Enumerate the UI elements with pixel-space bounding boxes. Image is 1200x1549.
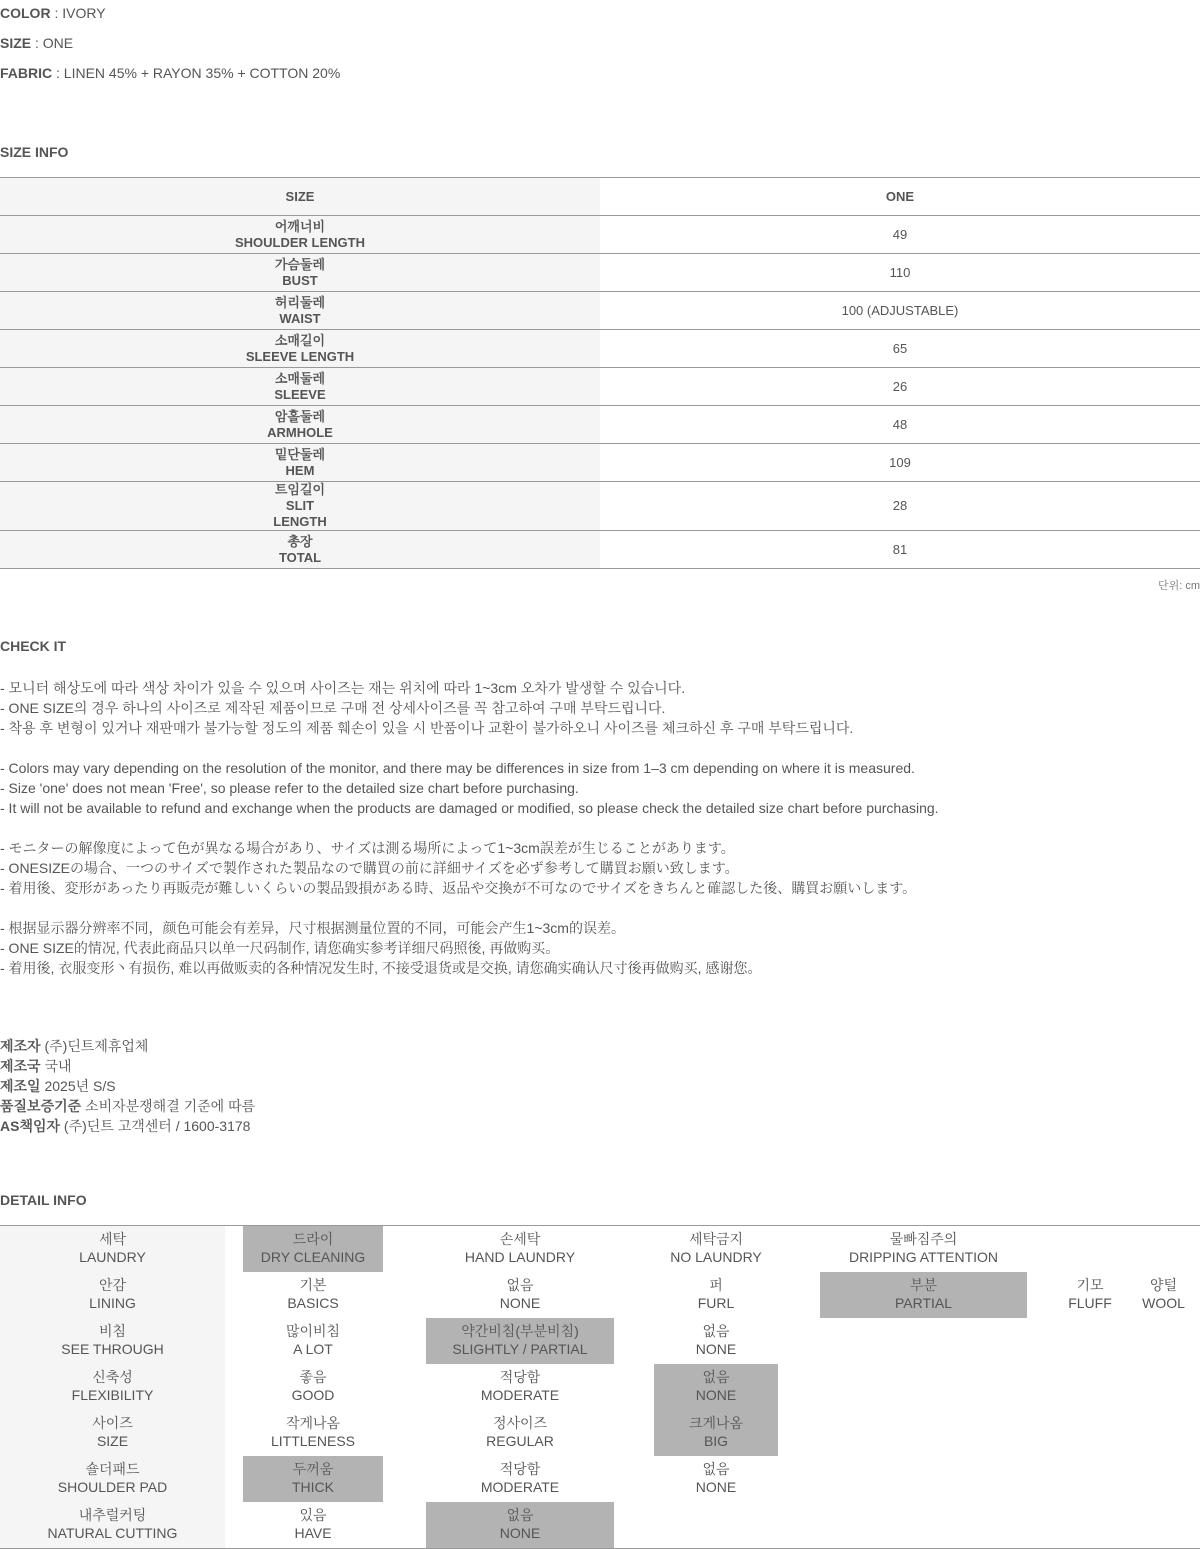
detail-option-ko: 부분 bbox=[909, 1277, 938, 1293]
check-note-line: - ONE SIZE의 경우 하나의 사이즈로 제작된 제품이므로 구매 전 상세사이즈를 꼭 참고하여 구매 부탁드립니다. bbox=[0, 700, 666, 716]
detail-row-label bbox=[0, 1410, 225, 1456]
detail-option bbox=[243, 1226, 383, 1272]
size-row-value: 100 (ADJUSTABLE) bbox=[600, 292, 1200, 330]
detail-option-en: BASICS bbox=[287, 1295, 339, 1311]
maker-value: 소비자분쟁해결 기준에 따름 bbox=[81, 1098, 256, 1114]
size-row-value: 49 bbox=[600, 216, 1200, 254]
detail-option-ko: 퍼 bbox=[709, 1277, 723, 1293]
check-it-heading: CHECK IT bbox=[0, 638, 67, 654]
detail-label-en: SHOULDER PAD bbox=[57, 1479, 168, 1495]
size-row-value: 65 bbox=[600, 330, 1200, 368]
detail-option-en: THICK bbox=[292, 1479, 334, 1495]
size-row bbox=[0, 406, 1200, 444]
size-header-value: ONE bbox=[600, 178, 1200, 216]
detail-option-en: DRY CLEANING bbox=[260, 1249, 366, 1265]
detail-option bbox=[426, 1364, 614, 1410]
maker-row bbox=[0, 1076, 255, 1096]
detail-row-label bbox=[0, 1502, 225, 1548]
size-label-en: SLEEVE bbox=[274, 386, 326, 402]
maker-value: 2025년 S/S bbox=[40, 1078, 116, 1094]
detail-option-en: DRIPPING ATTENTION bbox=[848, 1249, 999, 1265]
detail-option-ko: 없음 bbox=[702, 1323, 730, 1339]
detail-label-ko: 비침 bbox=[98, 1323, 127, 1339]
size-row-label bbox=[0, 531, 600, 569]
size-label-ko: 허리둘레 bbox=[274, 294, 326, 310]
spec-size-label: SIZE bbox=[0, 35, 32, 51]
spec-color bbox=[0, 3, 106, 23]
size-label-ko: 암홀둘레 bbox=[274, 408, 326, 424]
spacer bbox=[0, 738, 939, 758]
size-header-label: SIZE bbox=[0, 178, 600, 216]
detail-label-en: LINING bbox=[89, 1295, 136, 1311]
size-row bbox=[0, 254, 1200, 292]
detail-option-en: MODERATE bbox=[480, 1479, 560, 1495]
detail-option bbox=[820, 1226, 1027, 1272]
size-row-label bbox=[0, 368, 600, 406]
detail-option bbox=[243, 1502, 383, 1548]
detail-option bbox=[243, 1456, 383, 1502]
detail-option-ko: 좋음 bbox=[299, 1369, 327, 1385]
size-label-ko: 가슴둘레 bbox=[274, 256, 326, 272]
detail-option-en: LITTLENESS bbox=[270, 1433, 356, 1449]
maker-row bbox=[0, 1036, 255, 1056]
detail-option bbox=[654, 1226, 778, 1272]
check-note-line: - It will not be available to refund and exchange when the products are damaged or modified, so please check the detailed size chart before purchasing. bbox=[0, 800, 939, 816]
size-row-value: 26 bbox=[600, 368, 1200, 406]
size-table bbox=[0, 177, 1200, 569]
maker-info bbox=[0, 1036, 255, 1136]
size-label-ko: 밑단둘레 bbox=[274, 446, 326, 462]
detail-option bbox=[243, 1272, 383, 1318]
detail-option bbox=[1053, 1272, 1127, 1318]
detail-option-en: FURL bbox=[697, 1295, 735, 1311]
detail-option bbox=[426, 1502, 614, 1548]
check-note-line: - 着用後, 衣服变形丶有损伤, 难以再做贩卖的各种情况发生时, 不接受退货或是交换, 请您确实确认尺寸後再做购买, 感谢您。 bbox=[0, 960, 762, 976]
spec-size bbox=[0, 33, 73, 53]
size-row-label bbox=[0, 330, 600, 368]
check-note-line: - 着用後、変形があったり再販売が難しいくらいの製品毀損がある時、返品や交換が不可なのでサイズをきちんと確認した後、購買お願いします。 bbox=[0, 880, 917, 896]
detail-row-label bbox=[0, 1226, 225, 1272]
detail-label-en: LAUNDRY bbox=[79, 1249, 146, 1265]
detail-option-ko: 적당함 bbox=[499, 1369, 541, 1385]
check-note-line: - 根据显示器分辨率不同，颜色可能会有差异，尺寸根据测量位置的不同，可能会产生1~3cm的误差。 bbox=[0, 920, 625, 936]
size-label-en: HEM bbox=[285, 462, 315, 478]
detail-option-ko: 세탁금지 bbox=[688, 1231, 744, 1247]
size-label-en: SHOULDER LENGTH bbox=[235, 234, 365, 250]
detail-info-grid bbox=[0, 1225, 1200, 1549]
detail-option-en: FLUFF bbox=[1068, 1295, 1112, 1311]
detail-option bbox=[654, 1364, 778, 1410]
spec-fabric bbox=[0, 63, 340, 83]
detail-option-en: REGULAR bbox=[486, 1433, 554, 1449]
detail-option bbox=[426, 1226, 614, 1272]
spec-color-label: COLOR bbox=[0, 5, 51, 21]
detail-option-ko: 없음 bbox=[702, 1461, 730, 1477]
detail-option-ko: 없음 bbox=[506, 1507, 534, 1523]
spec-fabric-label: FABRIC bbox=[0, 65, 53, 81]
size-label-ko: 어깨너비 bbox=[274, 218, 326, 234]
maker-value: 국내 bbox=[40, 1058, 72, 1074]
size-label-en: SLIT bbox=[285, 498, 315, 513]
detail-option-ko: 있음 bbox=[299, 1507, 327, 1523]
detail-label-en: FLEXIBILITY bbox=[71, 1387, 154, 1403]
maker-value: (주)딘트제휴업체 bbox=[40, 1038, 149, 1054]
size-label-ko: 소매길이 bbox=[274, 332, 326, 348]
maker-row bbox=[0, 1056, 255, 1076]
size-row bbox=[0, 330, 1200, 368]
spacer bbox=[0, 898, 939, 918]
size-row-value: 81 bbox=[600, 531, 1200, 569]
spacer bbox=[0, 818, 939, 838]
detail-option-ko: 작게나옴 bbox=[285, 1415, 341, 1431]
detail-option-ko: 손세탁 bbox=[499, 1231, 541, 1247]
detail-option-ko: 기본 bbox=[299, 1277, 327, 1293]
detail-label-ko: 사이즈 bbox=[92, 1415, 133, 1431]
size-label-ko: 총장 bbox=[287, 533, 313, 549]
detail-option bbox=[654, 1456, 778, 1502]
size-label-en: WAIST bbox=[279, 310, 321, 326]
maker-label: 품질보증기준 bbox=[0, 1098, 82, 1114]
size-row-value: 110 bbox=[600, 254, 1200, 292]
size-table-header bbox=[0, 178, 1200, 216]
size-row bbox=[0, 368, 1200, 406]
size-label-ko: 소매둘레 bbox=[274, 370, 326, 386]
detail-option-en: NO LAUNDRY bbox=[670, 1249, 762, 1265]
detail-option-ko: 크게나옴 bbox=[688, 1415, 744, 1431]
check-note-line: - Size 'one' does not mean 'Free', so please refer to the detailed size chart before purchasing. bbox=[0, 780, 579, 796]
maker-row bbox=[0, 1096, 255, 1116]
maker-label: 제조자 bbox=[0, 1038, 41, 1054]
size-row-label bbox=[0, 444, 600, 482]
detail-option-ko: 정사이즈 bbox=[492, 1415, 548, 1431]
detail-option-ko: 없음 bbox=[506, 1277, 534, 1293]
detail-option-en: BIG bbox=[703, 1433, 729, 1449]
detail-row-label bbox=[0, 1272, 225, 1318]
detail-label-en: SEE THROUGH bbox=[61, 1341, 164, 1357]
detail-label-ko: 안감 bbox=[98, 1277, 127, 1293]
size-label-en: TOTAL bbox=[278, 549, 322, 565]
detail-option bbox=[426, 1410, 614, 1456]
size-row-label bbox=[0, 482, 600, 531]
detail-label-ko: 내추럴커팅 bbox=[78, 1507, 147, 1523]
spec-color-value: : IVORY bbox=[50, 5, 106, 21]
detail-option bbox=[426, 1318, 614, 1364]
size-row-value: 109 bbox=[600, 444, 1200, 482]
detail-option bbox=[243, 1410, 383, 1456]
detail-row-label bbox=[0, 1456, 225, 1502]
size-label-en: ARMHOLE bbox=[267, 424, 333, 440]
detail-row-label bbox=[0, 1364, 225, 1410]
check-note-line: - ONESIZEの場合、一つのサイズで製作された製品なので購買の前に詳細サイズを必ず参考して購買お願い致します。 bbox=[0, 860, 739, 876]
detail-option-en: NONE bbox=[695, 1341, 737, 1357]
maker-value: (주)딘트 고객센터 / 1600-3178 bbox=[60, 1118, 251, 1134]
detail-label-ko: 세탁 bbox=[98, 1231, 127, 1247]
detail-option-ko: 두꺼움 bbox=[292, 1461, 334, 1477]
size-row-label bbox=[0, 254, 600, 292]
check-it-notes bbox=[0, 678, 939, 978]
size-row bbox=[0, 216, 1200, 254]
spec-size-value: : ONE bbox=[31, 35, 74, 51]
detail-option-en: MODERATE bbox=[480, 1387, 560, 1403]
check-note-line: - モニターの解像度によって色が異なる場合があり、サイズは測る場所によって1~3cm誤差が生じることがあります。 bbox=[0, 840, 735, 856]
size-row bbox=[0, 292, 1200, 330]
detail-label-en: SIZE bbox=[96, 1433, 129, 1449]
detail-option-en: NONE bbox=[695, 1387, 737, 1403]
maker-label: AS책임자 bbox=[0, 1118, 61, 1134]
size-row-label bbox=[0, 292, 600, 330]
detail-option-en: GOOD bbox=[291, 1387, 335, 1403]
detail-option-en: WOOL bbox=[1142, 1295, 1185, 1311]
detail-option-ko: 약간비침(부분비침) bbox=[461, 1323, 579, 1339]
size-row bbox=[0, 482, 1200, 531]
detail-label-en: NATURAL CUTTING bbox=[47, 1525, 178, 1541]
maker-row bbox=[0, 1116, 255, 1136]
size-label-en: BUST bbox=[282, 272, 318, 288]
detail-option-en: NONE bbox=[499, 1525, 541, 1541]
maker-label: 제조국 bbox=[0, 1058, 41, 1074]
detail-option-ko: 양털 bbox=[1149, 1277, 1178, 1293]
size-label-en: LENGTH bbox=[273, 514, 327, 529]
size-row bbox=[0, 444, 1200, 482]
detail-option-en: HAND LAUNDRY bbox=[464, 1249, 576, 1265]
detail-option-en: SLIGHTLY / PARTIAL bbox=[452, 1341, 588, 1357]
detail-option-en: NONE bbox=[499, 1295, 541, 1311]
size-label-en: SLEEVE LENGTH bbox=[245, 348, 355, 364]
check-note-line: - 착용 후 변형이 있거나 재판매가 불가능할 정도의 제품 훼손이 있을 시 반품이나 교환이 불가하오니 사이즈를 체크하신 후 구매 부탁드립니다. bbox=[0, 720, 854, 736]
detail-option-en: HAVE bbox=[294, 1525, 332, 1541]
detail-option-en: A LOT bbox=[293, 1341, 333, 1357]
size-info-heading: SIZE INFO bbox=[0, 144, 69, 160]
size-row-value: 28 bbox=[600, 482, 1200, 531]
detail-option-ko: 드라이 bbox=[292, 1231, 334, 1247]
size-label-ko: 트임길이 bbox=[274, 482, 326, 497]
detail-option bbox=[243, 1318, 383, 1364]
detail-row-label bbox=[0, 1318, 225, 1364]
size-row-label bbox=[0, 406, 600, 444]
size-row-value: 48 bbox=[600, 406, 1200, 444]
detail-option-ko: 많이비침 bbox=[285, 1323, 341, 1339]
detail-option-ko: 물빠짐주의 bbox=[889, 1231, 958, 1247]
detail-label-ko: 숄더패드 bbox=[85, 1461, 140, 1477]
detail-option-ko: 적당함 bbox=[499, 1461, 541, 1477]
detail-label-ko: 신축성 bbox=[92, 1369, 133, 1385]
detail-option bbox=[654, 1318, 778, 1364]
size-row-label bbox=[0, 216, 600, 254]
detail-option bbox=[426, 1272, 614, 1318]
detail-option bbox=[243, 1364, 383, 1410]
detail-option-ko: 기모 bbox=[1076, 1277, 1104, 1293]
detail-option-ko: 없음 bbox=[702, 1369, 730, 1385]
maker-label: 제조일 bbox=[0, 1078, 41, 1094]
check-note-line: - ONE SIZE的情况, 代表此商品只以单一尺码制作, 请您确实参考详细尺码照後, 再做购买。 bbox=[0, 940, 560, 956]
detail-info-heading: DETAIL INFO bbox=[0, 1192, 87, 1208]
detail-option bbox=[820, 1272, 1027, 1318]
detail-option bbox=[654, 1272, 778, 1318]
size-row bbox=[0, 531, 1200, 569]
check-note-line: - Colors may vary depending on the resolution of the monitor, and there may be differences in size from 1–3 cm depending on where it is measured. bbox=[0, 760, 915, 776]
unit-note: 단위: cm bbox=[1157, 580, 1200, 592]
detail-option bbox=[654, 1410, 778, 1456]
spec-fabric-value: : LINEN 45% + RAYON 35% + COTTON 20% bbox=[52, 65, 341, 81]
detail-option-en: NONE bbox=[695, 1479, 737, 1495]
detail-option bbox=[1127, 1272, 1200, 1318]
detail-option-en: PARTIAL bbox=[894, 1295, 953, 1311]
detail-option bbox=[426, 1456, 614, 1502]
check-note-line: - 모니터 해상도에 따라 색상 차이가 있을 수 있으며 사이즈는 재는 위치에 따라 1~3cm 오차가 발생할 수 있습니다. bbox=[0, 680, 686, 696]
